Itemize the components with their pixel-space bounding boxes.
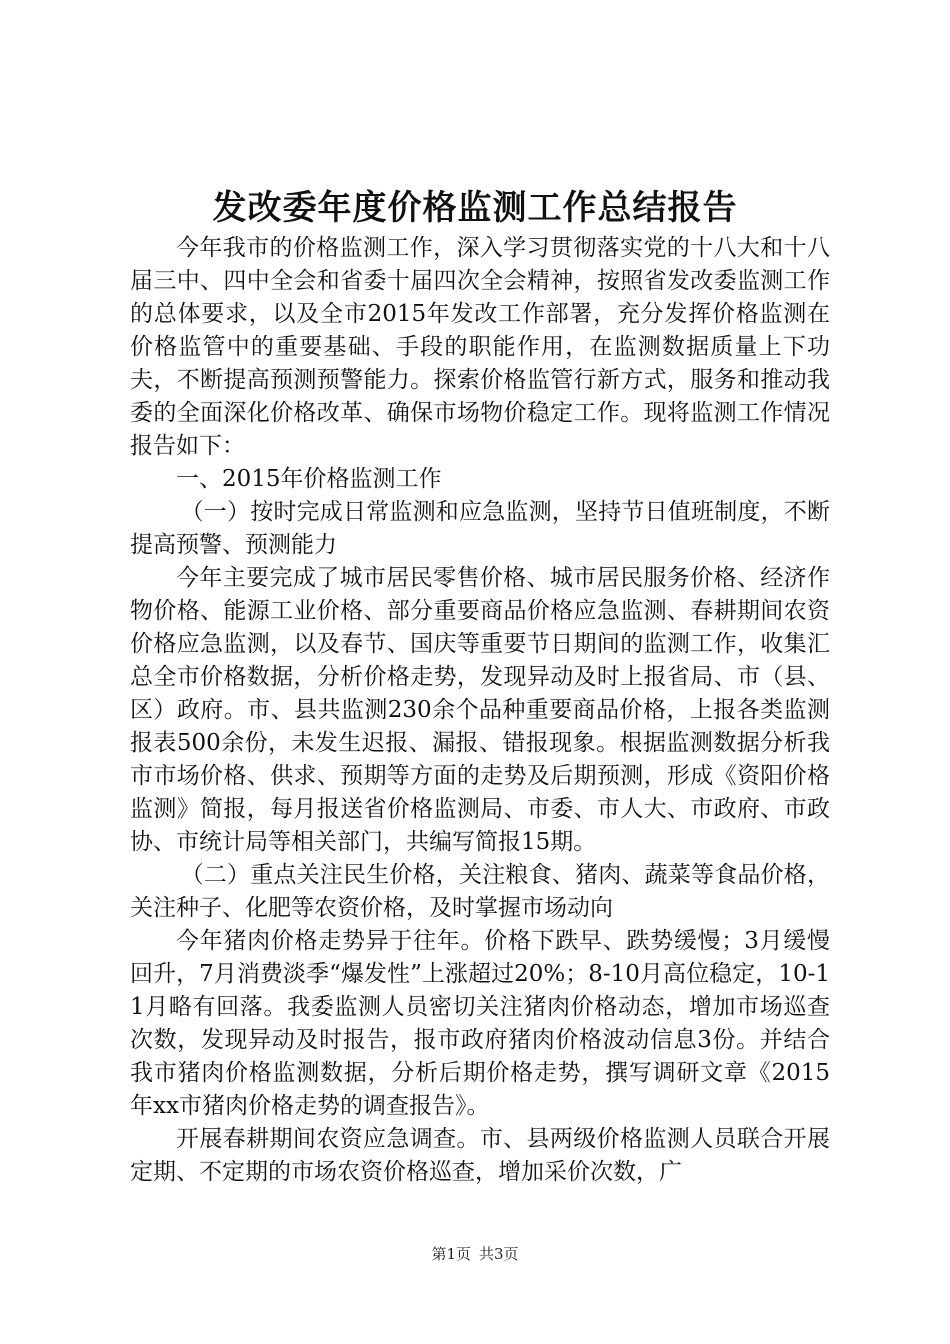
- paragraph-intro: 今年我市的价格监测工作，深入学习贯彻落实党的十八大和十八届三中、四中全会和省委十届四次全会精神，按照省发改委监测工作的总体要求，以及全市2015年发改工作部署，充分发挥价格监测在价格监管中的重要基础、手段的职能作用，在监测数据质量上下功夫，不断提高预测预警能力。探索价格监管行新方式，服务和推动我委的全面深化价格改革、确保市场物价稳定工作。现将监测工作情况报告如下：: [130, 235, 830, 459]
- page-number: 第1页: [431, 1245, 471, 1263]
- paragraph-monitoring: 今年主要完成了城市居民零售价格、城市居民服务价格、经济作物价格、能源工业价格、部分重要商品价格应急监测、春耕期间农资价格应急监测，以及春节、国庆等重要节日期间的监测工作，收集汇总全市价格数据，分析价格走势，发现异动及时上报省局、市（县、区）政府。市、县共监测230余个品种重要商品价格，上报各类监测报表500余份，未发生迟报、漏报、错报现象。根据监测数据分析我市市场价格、供求、预期等方面的走势及后期预测，形成《资阳价格监测》简报，每月报送省价格监测局、市委、市人大、市政府、市政协、市统计局等相关部门，共编写简报15期。: [130, 565, 830, 855]
- subsection-heading-1: （一）按时完成日常监测和应急监测，坚持节日值班制度，不断提高预警、预测能力: [130, 499, 830, 558]
- page-total: 共3页: [479, 1245, 519, 1263]
- subsection-heading-2: （二）重点关注民生价格，关注粮食、猪肉、蔬菜等食品价格，关注种子、化肥等农资价格，及时掌握市场动向: [130, 862, 830, 921]
- section-heading-1: 一、2015年价格监测工作: [176, 466, 442, 492]
- page-footer: [0, 1244, 950, 1264]
- document-body: [130, 232, 830, 1189]
- paragraph-pork-price: 今年猪肉价格走势异于往年。价格下跌早、跌势缓慢；3月缓慢回升，7月消费淡季“爆发性”上涨超过20%；8-10月高位稳定，10-11月略有回落。我委监测人员密切关注猪肉价格动态，增加市场巡查次数，发现异动及时报告，报市政府猪肉价格波动信息3份。并结合我市猪肉价格监测数据，分析后期价格走势，撰写调研文章《2015年xx市猪肉价格走势的调查报告》。: [130, 928, 830, 1119]
- paragraph-spring-survey: 开展春耕期间农资应急调查。市、县两级价格监测人员联合开展定期、不定期的市场农资价格巡查，增加采价次数，广: [130, 1126, 830, 1185]
- document-title: 发改委年度价格监测工作总结报告: [212, 188, 738, 228]
